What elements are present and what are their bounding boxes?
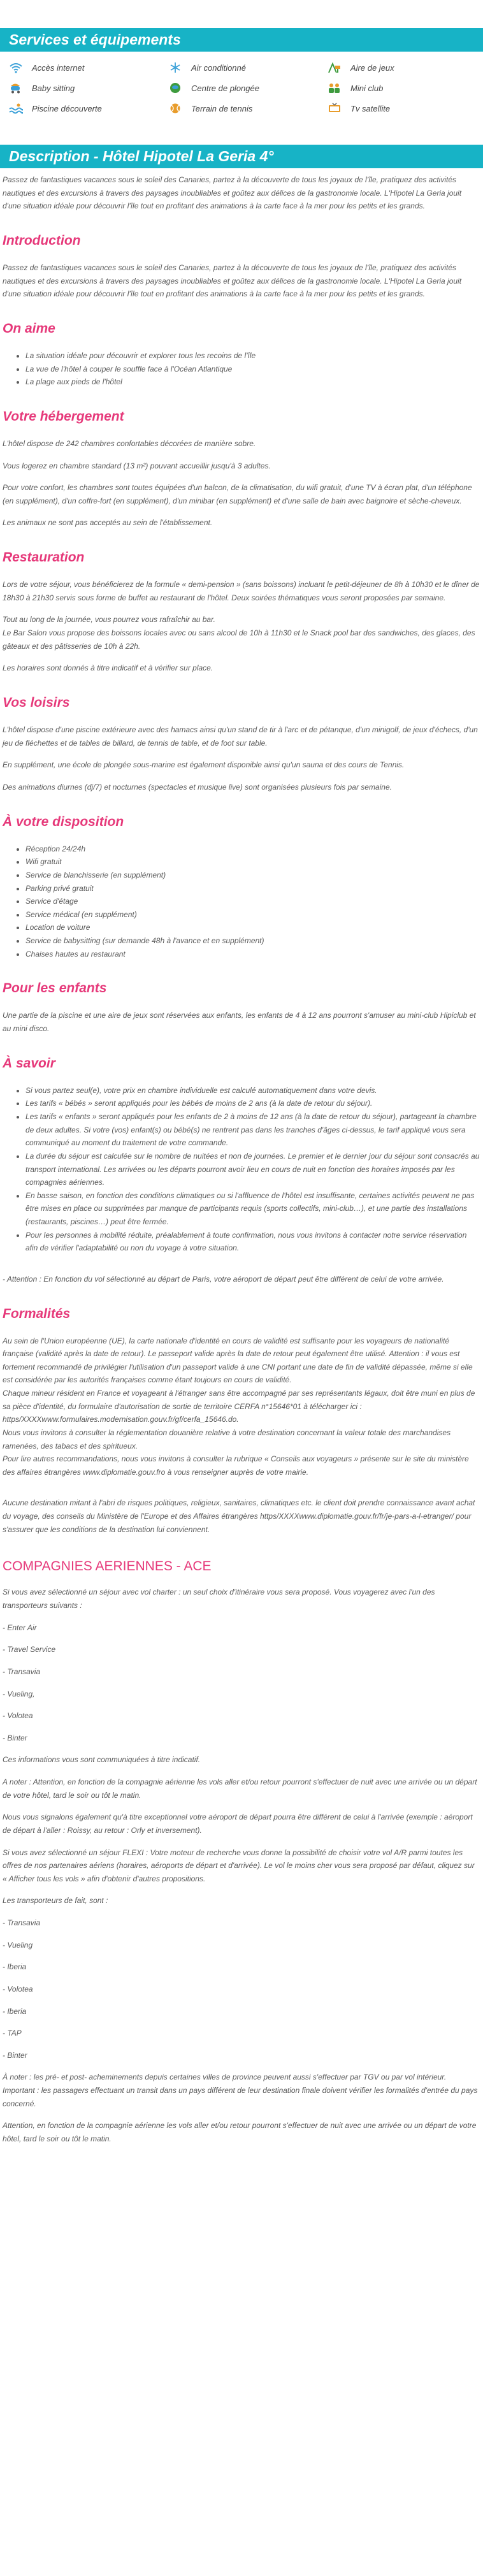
playground-icon <box>328 62 342 73</box>
snowflake-icon <box>168 62 182 73</box>
charter-item: - Enter Air <box>3 1623 37 1632</box>
loisirs-p2: En supplément, une école de plongée sous-marine est également disponible ainsi qu'un sauna et des cours de Tennis. <box>3 760 405 770</box>
list-item: • Si vous partez seul(e), votre prix en chambre individuelle est calculé automatiquement dans votre devis. <box>25 1084 480 1097</box>
service-label: Piscine découverte <box>32 103 102 113</box>
ace-p8: Attention, en fonction de la compagnie aérienne les vols aller et/ou retour pourront s'effectuer de nuit avec une arrivée ou un départ de votre hôtel, tard le soir ou tôt le matin. <box>3 2121 477 2143</box>
ace-p6: Les transporteurs de fait, sont : <box>3 1896 108 1906</box>
service-mini-club <box>328 82 483 94</box>
formalites-p6: Aucune destination mitant à l'abri de risques politiques, religieux, sanitaires, climatiques etc. le client doit prendre connaissance avant achat du voyage, des conseils du Ministère de l'Europe et des Affaires étrangères https/XXXXwww.diplomatie.gouv.fr/fr/je-pars-a-l-etranger/ pour s'assurer que les conditions de la destination lui conviennent. <box>3 1498 475 1534</box>
charter-item: - Binter <box>3 1733 27 1742</box>
flexi-item: - Binter <box>3 2050 27 2060</box>
service-tennis <box>168 103 328 114</box>
service-label: Tv satellite <box>350 103 391 113</box>
hebergement-p3: Pour votre confort, les chambres sont toutes équipées d'un balcon, de la climatisation, du wifi gratuit, d'une TV à écran plat, d'un téléphone (en supplément), d'un coffre-fort (en supplément), d'un minibar (en supplément) et d'une salle de bain avec baignoire et sèche-cheveux. <box>3 483 472 505</box>
service-baby-sitting <box>9 82 168 94</box>
service-label: Aire de jeux <box>350 62 394 73</box>
a-savoir-heading: À savoir <box>3 1055 55 1071</box>
flexi-item: - TAP <box>3 2029 22 2038</box>
description-title: Description - Hôtel Hipotel La Geria 4° <box>0 145 483 168</box>
ace-p5: Si vous avez sélectionné un séjour FLEXI : Votre moteur de recherche vous donne la possibilité de choisir votre vol A/R parmi toutes les offres de nos partenaires aériens (horaires, aéroports de départ et d'arrivée). Le vol le moins cher vous sera proposé par défaut, cliquez sur « Afficher tous les vols » afin d'obtenir d'autres propositions. <box>3 1848 475 1883</box>
on-aime-list <box>3 349 480 389</box>
restauration-p3: Les horaires sont donnés à titre indicatif et à vérifier sur place. <box>3 663 213 673</box>
on-aime-heading: On aime <box>3 321 55 336</box>
list-item: • Pour les personnes à mobilité réduite, préalablement à toute confirmation, nous vous invitons à contacter notre service réservation afin de vérifier l'adaptabilité ou non du voyage à votre situation. <box>25 1229 480 1255</box>
enfants-text: Une partie de la piscine et une aire de jeux sont réservées aux enfants, les enfants de 4 à 12 ans pourront s'amuser au mini-club Hipiclub et au mini disco. <box>3 1011 476 1034</box>
list-item: • Service d'étage <box>25 895 480 908</box>
flexi-item: - Iberia <box>3 1962 27 1972</box>
disposition-list <box>3 843 480 961</box>
service-wifi <box>9 62 168 73</box>
ace-p3: A noter : Attention, en fonction de la compagnie aérienne les vols aller et/ou retour pourront s'effectuer de nuit avec une arrivée ou un départ de votre hôtel, tard le soir ou tôt le matin. <box>3 1777 477 1800</box>
service-pool <box>9 103 168 114</box>
charter-item: - Transavia <box>3 1667 41 1676</box>
restauration-p2a: Tout au long de la journée, vous pourrez vous rafraîchir au bar. <box>3 615 215 625</box>
enfants-heading: Pour les enfants <box>3 981 107 996</box>
intro-text: Passez de fantastiques vacances sous le soleil des Canaries, partez à la découverte de tous les joyaux de l'île, pratiquez des activités nautiques et des excursions à travers des paysages inoubliables et goûtez aux délices de la gastronomie locale. L'Hipotel La Geria jouit d'une situation idéale pour découvrir l'île tout en profitant des animations à la carte face à la mer pour les petits et les grands. <box>3 175 462 211</box>
list-item: • Parking privé gratuit <box>25 882 480 895</box>
ace-p1: Si vous avez sélectionné un séjour avec vol charter : un seul choix d'itinéraire vous sera proposé. Vous voyagerez avec l'un des transporteurs suivants : <box>3 1588 435 1610</box>
restauration-p2b: Le Bar Salon vous propose des boissons locales avec ou sans alcool de 10h à 11h30 et le Snack pool bar des sandwiches, des glaces, des gâteaux et des pâtisseries de 10h à 22h. <box>3 628 475 651</box>
formalites-link[interactable]: https/XXXXwww.formulaires.modernisation.gouv.fr/gf/cerfa_15646.do. <box>3 1415 239 1424</box>
tennis-icon <box>168 103 182 114</box>
hebergement-p1: L'hôtel dispose de 242 chambres confortables décorées de manière sobre. <box>3 438 256 448</box>
list-item: • Service de blanchisserie (en supplément) <box>25 869 480 882</box>
list-item: • La situation idéale pour découvrir et explorer tous les recoins de l'île <box>25 349 480 363</box>
formalites-p1: Au sein de l'Union européenne (UE), la carte nationale d'identité en cours de validité est suffisante pour les voyageurs de nationalité française (validité après la date de retour). Le passeport valide après la date de retour peut également être utilisé. Attention : il vous est fortement recommandé de privilégier l'utilisation d'un passeport valide à une CNI portant une date de fin de validité dépassée, même si elle est considérée par les autorités françaises comme étant toujours en cours de validité. <box>3 1336 473 1385</box>
diving-icon <box>168 82 182 94</box>
service-playground <box>328 62 483 73</box>
loisirs-p3: Des animations diurnes (dj/7) et nocturnes (spectacles et musique live) sont organisées plusieurs fois par semaine. <box>3 782 392 792</box>
service-label: Terrain de tennis <box>191 103 253 113</box>
flexi-item: - Vueling <box>3 1940 33 1950</box>
flexi-item: - Transavia <box>3 1918 41 1928</box>
list-item: • Service médical (en supplément) <box>25 908 480 922</box>
restauration-p1: Lors de votre séjour, vous bénéficierez de la formule « demi-pension » (sans boissons) incluant le petit-déjeuner de 8h à 10h30 et le dîner de 18h30 à 21h30 servis sous forme de buffet au restaurant de l'hôtel. Deux soirées thématiques vous seront proposées par semaine. <box>3 580 480 602</box>
attention-text: - Attention : En fonction du vol sélectionné au départ de Paris, votre aéroport de départ peut être différent de celui de votre arrivée. <box>3 1274 444 1284</box>
ace-p7: À noter : les pré- et post- acheminements depuis certaines villes de province peuvent aussi s'effectuer par TGV ou par vol intérieur. Important : les passagers effectuant un transit dans un pays différent de leur destination finale doivent vérifier les formalités d'entrée du pays concerné. <box>3 2073 478 2108</box>
formalites-p5: Pour lire autres recommandations, nous vous invitons à consulter la rubrique « Conseils aux voyageurs » présente sur le site du ministère des affaires étrangères www.diplomatie.gouv.fro à vous renseigner auprès de votre mairie. <box>3 1454 469 1477</box>
restauration-heading: Restauration <box>3 550 85 565</box>
tv-satellite-icon <box>328 103 342 114</box>
formalites-heading: Formalités <box>3 1306 71 1321</box>
a-savoir-list <box>3 1084 480 1255</box>
loisirs-heading: Vos loisirs <box>3 695 70 710</box>
services-grid <box>0 52 483 128</box>
charter-item: - Vueling, <box>3 1689 35 1698</box>
hebergement-heading: Votre hébergement <box>3 409 124 424</box>
list-item: • La vue de l'hôtel à couper le souffle face à l'Océan Atlantique <box>25 363 480 376</box>
list-item: • En basse saison, en fonction des conditions climatiques ou si l'affluence de l'hôtel est insuffisante, certaines activités peuvent ne pas être mises en place ou supprimées par manque de participants requis (sports collectifs, mini-club…), et une partie des installations (restaurants, piscines…) peut être fermée. <box>25 1189 480 1229</box>
charter-item: - Travel Service <box>3 1645 56 1654</box>
service-air-conditioning <box>168 62 328 73</box>
flexi-item: - Iberia <box>3 2006 27 2016</box>
baby-icon <box>9 82 23 94</box>
list-item: • Chaises hautes au restaurant <box>25 948 480 961</box>
service-diving <box>168 82 328 94</box>
service-label: Baby sitting <box>32 83 75 93</box>
list-item: • La plage aux pieds de l'hôtel <box>25 375 480 389</box>
service-tv-satellite <box>328 103 483 114</box>
formalites-p4: Nous vous invitons à consulter la réglementation douanière relative à votre destination concernant la valeur totale des marchandises ramenées, des tabacs et des spiritueux. <box>3 1428 451 1451</box>
service-label: Centre de plongée <box>191 83 259 93</box>
ace-p4: Nous vous signalons également qu'à titre exceptionnel votre aéroport de départ pourra être différent de celui à l'arrivée (exemple : aéroport de départ à l'aller : Roissy, au retour : Orly et inversement). <box>3 1813 473 1835</box>
list-item: • Les tarifs « enfants » seront appliqués pour les enfants de 2 à moins de 12 ans (à la date de retour du séjour), partageant la chambre de deux adultes. Si votre (vos) enfant(s) ou bébé(s) ne rentrent pas dans les tranches d'âges ci-dessus, le tarif appliqué vous sera communiqué au moment du traitement de votre commande. <box>25 1110 480 1150</box>
hebergement-p2: Vous logerez en chambre standard (13 m²) pouvant accueillir jusqu'à 3 adultes. <box>3 461 271 470</box>
list-item: • Réception 24/24h <box>25 843 480 856</box>
services-title: Services et équipements <box>0 28 483 52</box>
wifi-icon <box>9 62 23 73</box>
service-label: Mini club <box>350 83 384 93</box>
pool-icon <box>9 103 23 114</box>
loisirs-p1: L'hôtel dispose d'une piscine extérieure avec des hamacs ainsi qu'un stand de tir à l'arc et de pétanque, d'un minigolf, de jeux d'échecs, d'un jeu de fléchettes et de tables de billard, de tennis de table, et de foot sur table. <box>3 725 478 748</box>
flexi-item: - Volotea <box>3 1984 33 1994</box>
hebergement-p4: Les animaux ne sont pas acceptés au sein de l'établissement. <box>3 518 213 528</box>
list-item: • Service de babysitting (sur demande 48h à l'avance et en supplément) <box>25 934 480 948</box>
ace-heading: COMPAGNIES AERIENNES - ACE <box>3 1559 212 1574</box>
disposition-heading: À votre disposition <box>3 814 124 829</box>
service-label: Accès internet <box>32 62 85 73</box>
charter-item: - Volotea <box>3 1711 33 1721</box>
list-item: • Les tarifs « bébés » seront appliqués pour les bébés de moins de 2 ans (à la date de retour du séjour). <box>25 1097 480 1110</box>
ace-p2: Ces informations vous sont communiquées à titre indicatif. <box>3 1755 201 1765</box>
introduction-text: Passez de fantastiques vacances sous le soleil des Canaries, partez à la découverte de tous les joyaux de l'île, pratiquez des activités nautiques et des excursions à travers des paysages inoubliables et goûtez aux délices de la gastronomie locale. L'Hipotel La Geria jouit d'une situation idéale pour découvrir l'île tout en profitant des animations à la carte face à la mer pour les petits et les grands. <box>3 263 462 299</box>
description-content <box>0 168 483 2146</box>
list-item: • Location de voiture <box>25 921 480 934</box>
service-label: Air conditionné <box>191 62 246 73</box>
list-item: • La durée du séjour est calculée sur le nombre de nuitées et non de journées. Le premier et le dernier jour du séjour sont consacrés au transport international. Les arrivées ou les départs pourront avoir lieu en cours de nuit en fonction des horaires imposés par les compagnies aériennes. <box>25 1150 480 1189</box>
list-item: • Wifi gratuit <box>25 855 480 869</box>
introduction-heading: Introduction <box>3 233 81 248</box>
formalites-p2: Chaque mineur résident en France et voyageant à l'étranger sans être accompagné par ses représentants légaux, doit être muni en plus de sa pièce d'identité, du formulaire d'autorisation de sortie de territoire CERFA n°15646*01 à télécharger ici : <box>3 1389 475 1411</box>
mini-club-icon <box>328 82 342 94</box>
